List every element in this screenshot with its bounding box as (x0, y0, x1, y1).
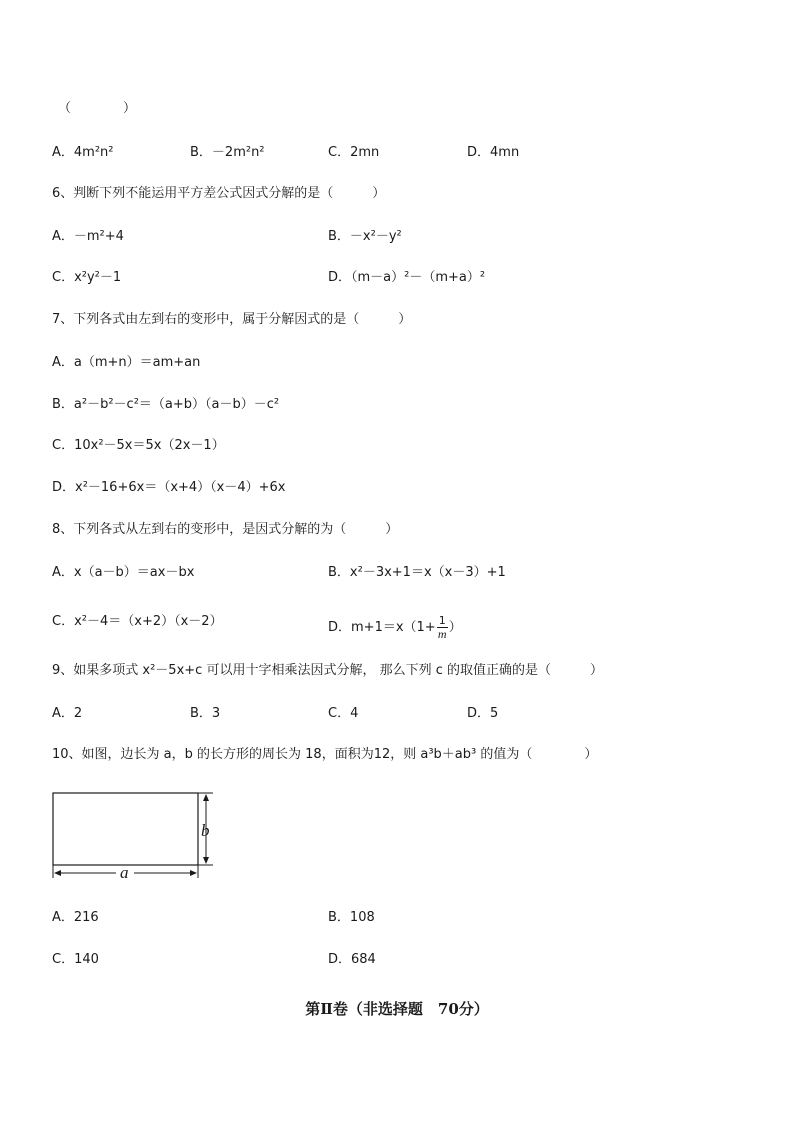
q10-option-d: D．684 (328, 952, 376, 967)
section-title: 第Ⅱ卷（非选择题 70分） (305, 1000, 489, 1018)
q5-option-c: C．2mn (328, 145, 380, 160)
q10-option-b: B．108 (328, 910, 375, 925)
q6-stem: 6、判断下列不能运用平方差公式因式分解的是（ ） (52, 186, 386, 201)
side-a-label: a (120, 863, 129, 882)
rectangle-outline (53, 793, 198, 865)
q5-option-b: B．－2m²n² (190, 145, 265, 160)
q7-stem: 7、下列各式由左到右的变形中，属于分解因式的是（ ） (52, 312, 412, 327)
q10-stem: 10、如图，边长为 a，b 的长方形的周长为 18，面积为12，则 a³b＋ab³ 的值为（ ） (52, 747, 598, 762)
q7-option-d: D．x²－16+6x＝（x+4）（x－4）+6x (52, 480, 286, 495)
q5-option-a: A．4m²n² (52, 145, 114, 160)
q6-option-b: B．－x²－y² (328, 229, 402, 244)
side-a-arrowhead-left (54, 870, 61, 876)
q9-option-a: A．2 (52, 706, 83, 721)
q9-option-d: D．5 (467, 706, 499, 721)
q9-stem: 9、如果多项式 x²－5x+c 可以用十字相乘法因式分解， 那么下列 c 的取值正确的是（ ） (52, 663, 603, 678)
q5-option-d: D．4mn (467, 145, 520, 160)
q7-option-c: C．10x²－5x＝5x（2x－1） (52, 438, 225, 453)
fraction (437, 614, 448, 641)
q8-option-c: C．x²－4＝（x+2）（x－2） (52, 614, 223, 629)
fraction-denominator: m (437, 627, 447, 641)
q8-option-d (328, 614, 462, 641)
q9-option-b: B．3 (190, 706, 221, 721)
q7-option-b: B．a²－b²－c²＝（a+b）（a－b）－c² (52, 397, 280, 412)
q7-option-a: A．a（m+n）＝am+an (52, 355, 201, 370)
q8-option-d-prefix: D．m+1＝x（1+ (328, 620, 436, 635)
q8-stem: 8、下列各式从左到右的变形中，是因式分解的为（ ） (52, 522, 399, 537)
q8-option-b: B．x²－3x+1＝x（x－3）+1 (328, 565, 506, 580)
q8-option-d-suffix: ） (448, 620, 462, 635)
q10-option-a: A．216 (52, 910, 99, 925)
rectangle-figure (50, 790, 220, 882)
q8-option-a: A．x（a－b）＝ax－bx (52, 565, 195, 580)
fraction-numerator: 1 (438, 614, 446, 627)
q6-option-d: D．（m－a）²－（m+a）² (328, 270, 486, 285)
side-b-arrowhead-up (203, 794, 209, 801)
q9-option-c: C．4 (328, 706, 359, 721)
q5-answer-bracket: （ ） (58, 101, 137, 116)
q6-option-a: A．－m²+4 (52, 229, 124, 244)
q10-option-c: C．140 (52, 952, 99, 967)
side-b-label: b (201, 821, 210, 840)
side-b-arrowhead-down (203, 857, 209, 864)
side-a-arrowhead-right (190, 870, 197, 876)
q6-option-c: C．x²y²－1 (52, 270, 122, 285)
